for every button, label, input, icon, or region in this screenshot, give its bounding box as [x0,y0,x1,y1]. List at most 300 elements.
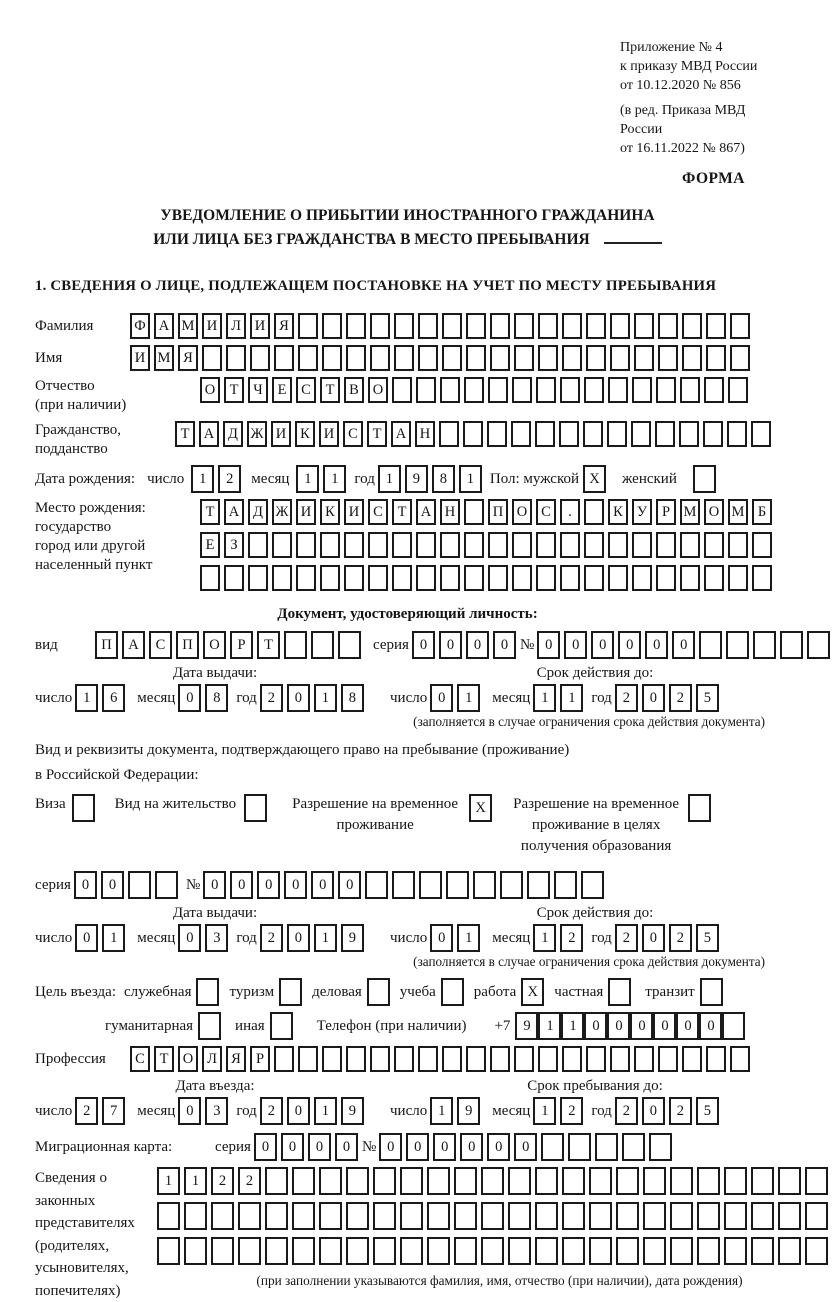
char-cell[interactable] [292,1202,315,1230]
char-cell[interactable]: А [122,631,145,659]
char-cell[interactable] [512,565,532,591]
char-cell[interactable]: 2 [615,1097,638,1125]
char-cell[interactable] [322,313,342,339]
char-cell[interactable] [370,345,390,371]
char-cell[interactable] [649,1133,672,1161]
char-cell[interactable] [265,1237,288,1265]
char-cell[interactable]: Н [440,499,460,525]
char-cell[interactable] [554,871,577,899]
char-cell[interactable] [805,1202,828,1230]
char-cell[interactable] [418,345,438,371]
char-cell[interactable]: 1 [184,1167,207,1195]
char-cell[interactable] [541,1133,564,1161]
char-cell[interactable] [473,871,496,899]
char-cell[interactable]: 0 [618,631,641,659]
char-cell[interactable] [338,631,361,659]
char-cell[interactable] [365,871,388,899]
purpose-humanitarian-checkbox[interactable] [198,1012,221,1040]
char-cell[interactable]: Т [200,499,220,525]
char-cell[interactable] [586,1046,606,1072]
char-cell[interactable] [535,1237,558,1265]
char-cell[interactable] [292,1237,315,1265]
char-cell[interactable] [442,345,462,371]
char-cell[interactable]: В [344,377,364,403]
char-cell[interactable] [298,313,318,339]
char-cell[interactable]: Е [272,377,292,403]
char-cell[interactable] [508,1167,531,1195]
char-cell[interactable] [726,631,749,659]
char-cell[interactable] [634,1046,654,1072]
char-cell[interactable]: 0 [699,1012,722,1040]
char-cell[interactable]: К [320,499,340,525]
char-cell[interactable]: П [95,631,118,659]
char-cell[interactable]: 1 [191,465,214,493]
char-cell[interactable] [511,421,531,447]
char-cell[interactable] [643,1167,666,1195]
char-cell[interactable]: А [224,499,244,525]
char-cell[interactable]: 6 [102,684,125,712]
char-cell[interactable] [211,1237,234,1265]
char-cell[interactable] [610,1046,630,1072]
char-cell[interactable] [589,1237,612,1265]
char-cell[interactable]: 8 [205,684,228,712]
char-cell[interactable]: 0 [607,1012,630,1040]
char-cell[interactable]: М [178,313,198,339]
char-cell[interactable]: А [199,421,219,447]
char-cell[interactable] [488,377,508,403]
char-cell[interactable]: 2 [238,1167,261,1195]
char-cell[interactable] [634,313,654,339]
char-cell[interactable] [265,1202,288,1230]
char-cell[interactable] [463,421,483,447]
char-cell[interactable]: 1 [323,465,346,493]
char-cell[interactable] [320,565,340,591]
char-cell[interactable] [682,1046,702,1072]
char-cell[interactable] [679,421,699,447]
char-cell[interactable] [487,421,507,447]
char-cell[interactable] [416,565,436,591]
char-cell[interactable] [535,1167,558,1195]
char-cell[interactable] [394,1046,414,1072]
char-cell[interactable] [658,313,678,339]
char-cell[interactable] [632,565,652,591]
char-cell[interactable]: Я [274,313,294,339]
char-cell[interactable] [535,421,555,447]
char-cell[interactable]: Т [154,1046,174,1072]
char-cell[interactable] [481,1237,504,1265]
char-cell[interactable]: Я [226,1046,246,1072]
char-cell[interactable]: 0 [676,1012,699,1040]
char-cell[interactable]: И [271,421,291,447]
char-cell[interactable]: 1 [533,1097,556,1125]
char-cell[interactable]: С [296,377,316,403]
purpose-business-checkbox[interactable] [367,978,390,1006]
char-cell[interactable]: 1 [560,684,583,712]
char-cell[interactable] [394,345,414,371]
char-cell[interactable] [584,499,604,525]
char-cell[interactable] [440,377,460,403]
char-cell[interactable] [394,313,414,339]
char-cell[interactable] [631,421,651,447]
char-cell[interactable]: 0 [642,1097,665,1125]
char-cell[interactable] [730,1046,750,1072]
char-cell[interactable] [728,377,748,403]
char-cell[interactable]: Е [200,532,220,558]
char-cell[interactable] [373,1237,396,1265]
char-cell[interactable] [488,532,508,558]
temporary-residence-checkbox[interactable]: X [469,794,492,822]
char-cell[interactable]: 0 [487,1133,510,1161]
char-cell[interactable]: М [728,499,748,525]
char-cell[interactable]: 0 [230,871,253,899]
char-cell[interactable] [346,313,366,339]
char-cell[interactable]: Т [175,421,195,447]
char-cell[interactable] [238,1237,261,1265]
sex-male-checkbox[interactable]: X [583,465,606,493]
char-cell[interactable]: 0 [406,1133,429,1161]
char-cell[interactable] [560,565,580,591]
char-cell[interactable] [699,631,722,659]
char-cell[interactable] [608,532,628,558]
char-cell[interactable] [311,631,334,659]
char-cell[interactable] [607,421,627,447]
char-cell[interactable]: 0 [564,631,587,659]
char-cell[interactable] [658,1046,678,1072]
char-cell[interactable]: А [154,313,174,339]
char-cell[interactable]: Д [223,421,243,447]
char-cell[interactable] [466,345,486,371]
char-cell[interactable] [464,532,484,558]
char-cell[interactable] [508,1202,531,1230]
char-cell[interactable] [248,532,268,558]
char-cell[interactable]: 2 [560,924,583,952]
char-cell[interactable] [346,1237,369,1265]
char-cell[interactable]: О [178,1046,198,1072]
char-cell[interactable] [344,565,364,591]
char-cell[interactable] [346,1167,369,1195]
char-cell[interactable] [265,1167,288,1195]
char-cell[interactable]: 0 [308,1133,331,1161]
char-cell[interactable] [778,1237,801,1265]
char-cell[interactable] [778,1167,801,1195]
char-cell[interactable]: Р [250,1046,270,1072]
char-cell[interactable]: 2 [560,1097,583,1125]
char-cell[interactable]: И [344,499,364,525]
char-cell[interactable] [656,532,676,558]
char-cell[interactable]: Н [415,421,435,447]
char-cell[interactable] [703,421,723,447]
char-cell[interactable] [442,1046,462,1072]
char-cell[interactable] [346,1202,369,1230]
char-cell[interactable] [440,565,460,591]
char-cell[interactable]: 0 [642,924,665,952]
char-cell[interactable] [226,345,246,371]
char-cell[interactable] [643,1202,666,1230]
char-cell[interactable] [724,1237,747,1265]
char-cell[interactable] [722,1012,745,1040]
char-cell[interactable]: Т [257,631,280,659]
char-cell[interactable] [454,1167,477,1195]
char-cell[interactable] [319,1237,342,1265]
char-cell[interactable] [706,1046,726,1072]
char-cell[interactable]: З [224,532,244,558]
char-cell[interactable]: 0 [466,631,489,659]
char-cell[interactable]: 0 [460,1133,483,1161]
char-cell[interactable] [296,565,316,591]
char-cell[interactable] [514,345,534,371]
char-cell[interactable] [416,377,436,403]
char-cell[interactable]: 5 [696,924,719,952]
char-cell[interactable] [481,1167,504,1195]
char-cell[interactable] [583,421,603,447]
char-cell[interactable] [805,1237,828,1265]
char-cell[interactable]: 0 [493,631,516,659]
char-cell[interactable] [753,631,776,659]
char-cell[interactable]: Т [224,377,244,403]
char-cell[interactable]: 0 [514,1133,537,1161]
char-cell[interactable] [274,345,294,371]
char-cell[interactable] [466,313,486,339]
char-cell[interactable] [392,871,415,899]
char-cell[interactable]: 0 [537,631,560,659]
char-cell[interactable] [370,1046,390,1072]
char-cell[interactable] [536,377,556,403]
char-cell[interactable] [500,871,523,899]
char-cell[interactable] [730,313,750,339]
char-cell[interactable]: 0 [178,684,201,712]
char-cell[interactable] [490,1046,510,1072]
visa-checkbox[interactable] [72,794,95,822]
char-cell[interactable] [697,1202,720,1230]
char-cell[interactable]: Р [230,631,253,659]
char-cell[interactable] [807,631,830,659]
char-cell[interactable] [464,377,484,403]
char-cell[interactable] [373,1167,396,1195]
char-cell[interactable] [466,1046,486,1072]
char-cell[interactable]: 9 [515,1012,538,1040]
char-cell[interactable] [568,1133,591,1161]
char-cell[interactable] [319,1167,342,1195]
char-cell[interactable]: Т [320,377,340,403]
char-cell[interactable] [752,532,772,558]
char-cell[interactable]: 1 [314,684,337,712]
char-cell[interactable] [446,871,469,899]
char-cell[interactable]: 0 [412,631,435,659]
char-cell[interactable] [658,345,678,371]
char-cell[interactable] [427,1237,450,1265]
char-cell[interactable] [595,1133,618,1161]
char-cell[interactable] [728,532,748,558]
char-cell[interactable] [584,532,604,558]
char-cell[interactable] [610,345,630,371]
char-cell[interactable]: 0 [287,684,310,712]
char-cell[interactable] [704,377,724,403]
char-cell[interactable]: 0 [287,924,310,952]
char-cell[interactable]: 0 [584,1012,607,1040]
char-cell[interactable] [427,1202,450,1230]
char-cell[interactable] [751,1237,774,1265]
char-cell[interactable]: 2 [211,1167,234,1195]
char-cell[interactable] [320,532,340,558]
char-cell[interactable]: 0 [101,871,124,899]
char-cell[interactable] [400,1167,423,1195]
char-cell[interactable]: М [680,499,700,525]
char-cell[interactable] [464,499,484,525]
char-cell[interactable]: А [416,499,436,525]
char-cell[interactable] [392,377,412,403]
char-cell[interactable]: О [368,377,388,403]
char-cell[interactable]: 1 [75,684,98,712]
char-cell[interactable]: 1 [296,465,319,493]
char-cell[interactable]: 1 [378,465,401,493]
char-cell[interactable]: 3 [205,924,228,952]
char-cell[interactable] [368,532,388,558]
char-cell[interactable]: 1 [157,1167,180,1195]
char-cell[interactable]: 9 [457,1097,480,1125]
char-cell[interactable]: 2 [260,684,283,712]
char-cell[interactable] [322,1046,342,1072]
char-cell[interactable]: А [391,421,411,447]
char-cell[interactable]: 0 [645,631,668,659]
char-cell[interactable] [704,532,724,558]
char-cell[interactable]: 9 [341,1097,364,1125]
char-cell[interactable] [392,532,412,558]
char-cell[interactable] [622,1133,645,1161]
char-cell[interactable]: И [202,313,222,339]
char-cell[interactable] [512,377,532,403]
char-cell[interactable] [508,1237,531,1265]
char-cell[interactable]: 9 [341,924,364,952]
char-cell[interactable] [724,1167,747,1195]
char-cell[interactable]: К [295,421,315,447]
char-cell[interactable]: С [368,499,388,525]
char-cell[interactable]: М [154,345,174,371]
char-cell[interactable] [536,565,556,591]
char-cell[interactable]: 1 [459,465,482,493]
char-cell[interactable] [224,565,244,591]
char-cell[interactable] [346,345,366,371]
char-cell[interactable] [488,565,508,591]
char-cell[interactable] [157,1237,180,1265]
char-cell[interactable] [512,532,532,558]
char-cell[interactable] [344,532,364,558]
char-cell[interactable]: К [608,499,628,525]
char-cell[interactable] [346,1046,366,1072]
char-cell[interactable]: 0 [74,871,97,899]
char-cell[interactable] [562,1046,582,1072]
char-cell[interactable] [608,377,628,403]
char-cell[interactable] [562,1237,585,1265]
char-cell[interactable]: 1 [533,924,556,952]
char-cell[interactable] [610,313,630,339]
char-cell[interactable]: 0 [287,1097,310,1125]
char-cell[interactable] [202,345,222,371]
char-cell[interactable] [608,565,628,591]
char-cell[interactable] [706,313,726,339]
char-cell[interactable] [238,1202,261,1230]
char-cell[interactable] [319,1202,342,1230]
char-cell[interactable] [656,565,676,591]
char-cell[interactable]: 3 [205,1097,228,1125]
char-cell[interactable] [632,532,652,558]
char-cell[interactable]: 0 [203,871,226,899]
char-cell[interactable] [440,532,460,558]
char-cell[interactable]: 0 [281,1133,304,1161]
purpose-tourism-checkbox[interactable] [279,978,302,1006]
purpose-private-checkbox[interactable] [608,978,631,1006]
char-cell[interactable] [538,1046,558,1072]
char-cell[interactable]: С [536,499,556,525]
char-cell[interactable]: 2 [218,465,241,493]
temporary-residence-education-checkbox[interactable] [688,794,711,822]
char-cell[interactable]: И [130,345,150,371]
char-cell[interactable] [562,313,582,339]
char-cell[interactable]: 1 [538,1012,561,1040]
char-cell[interactable] [560,377,580,403]
char-cell[interactable] [184,1202,207,1230]
char-cell[interactable] [634,345,654,371]
char-cell[interactable] [682,345,702,371]
char-cell[interactable] [643,1237,666,1265]
char-cell[interactable]: С [343,421,363,447]
char-cell[interactable] [680,532,700,558]
char-cell[interactable] [535,1202,558,1230]
char-cell[interactable] [419,871,442,899]
purpose-work-checkbox[interactable]: X [521,978,544,1006]
char-cell[interactable] [727,421,747,447]
char-cell[interactable] [751,1167,774,1195]
char-cell[interactable]: 5 [696,684,719,712]
char-cell[interactable] [656,377,676,403]
char-cell[interactable]: 8 [432,465,455,493]
char-cell[interactable] [272,532,292,558]
char-cell[interactable] [400,1237,423,1265]
char-cell[interactable]: 1 [314,1097,337,1125]
char-cell[interactable] [418,1046,438,1072]
char-cell[interactable] [200,565,220,591]
char-cell[interactable] [562,1167,585,1195]
char-cell[interactable] [442,313,462,339]
char-cell[interactable] [616,1237,639,1265]
char-cell[interactable]: Д [248,499,268,525]
char-cell[interactable]: 2 [669,684,692,712]
char-cell[interactable] [805,1167,828,1195]
char-cell[interactable] [728,565,748,591]
char-cell[interactable] [655,421,675,447]
char-cell[interactable]: И [250,313,270,339]
char-cell[interactable] [298,1046,318,1072]
char-cell[interactable]: Б [752,499,772,525]
char-cell[interactable]: 1 [457,924,480,952]
char-cell[interactable] [464,565,484,591]
char-cell[interactable] [780,631,803,659]
char-cell[interactable]: У [632,499,652,525]
char-cell[interactable] [272,565,292,591]
char-cell[interactable] [589,1167,612,1195]
char-cell[interactable]: Л [202,1046,222,1072]
char-cell[interactable]: 0 [672,631,695,659]
char-cell[interactable] [439,421,459,447]
char-cell[interactable]: 1 [314,924,337,952]
char-cell[interactable]: 2 [669,924,692,952]
char-cell[interactable]: Я [178,345,198,371]
char-cell[interactable] [724,1202,747,1230]
char-cell[interactable] [616,1167,639,1195]
char-cell[interactable]: 0 [178,1097,201,1125]
char-cell[interactable] [392,565,412,591]
char-cell[interactable]: О [512,499,532,525]
char-cell[interactable] [274,1046,294,1072]
